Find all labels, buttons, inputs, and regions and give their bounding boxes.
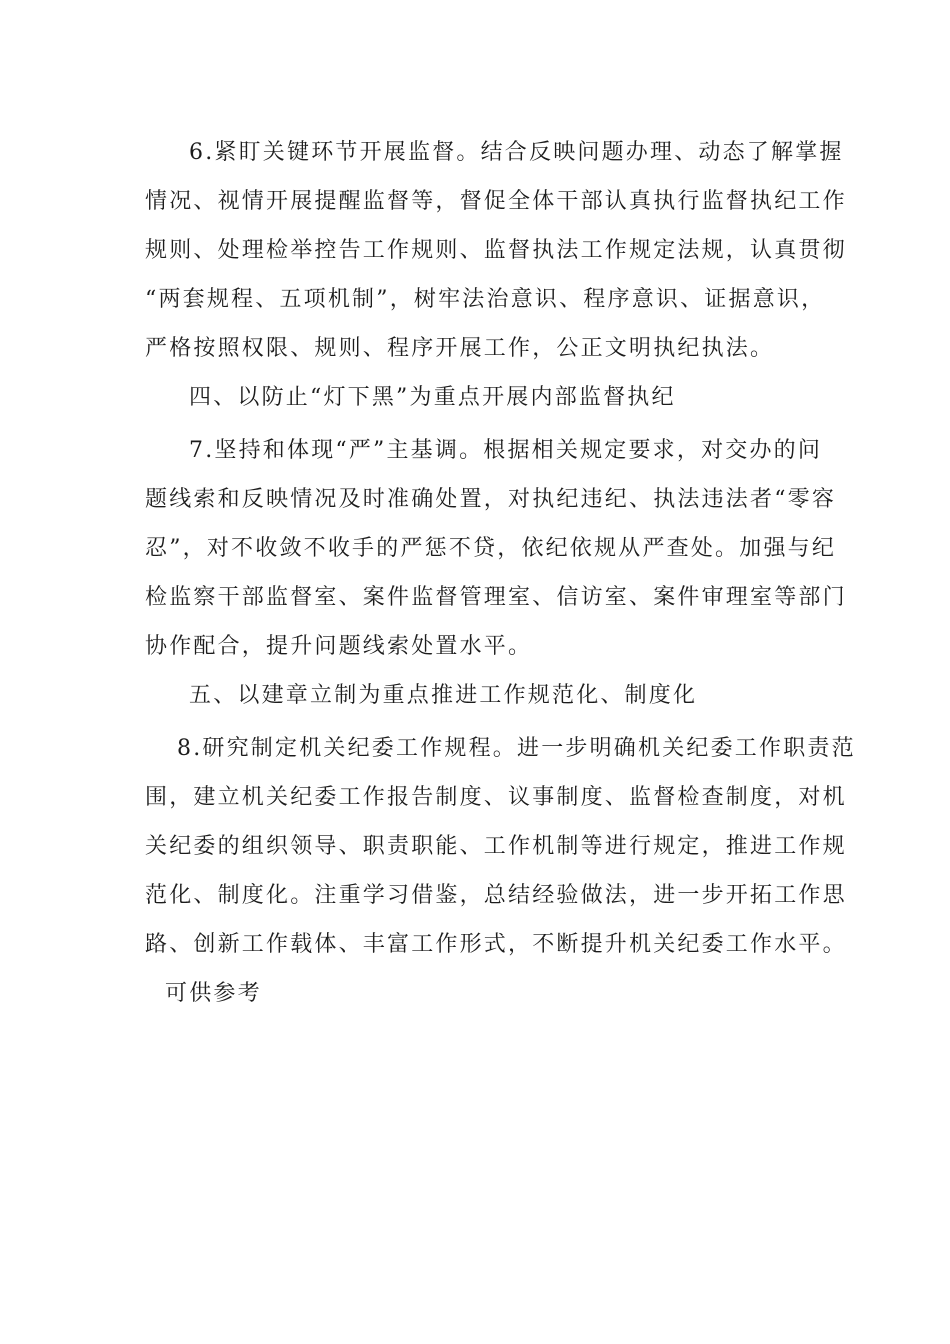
paragraph-line: 题线索和反映情况及时准确处置，对执纪违纪、执法违法者“零容: [145, 487, 837, 512]
paragraph-line: 严格按照权限、规则、程序开展工作，公正文明执纪执法。: [145, 336, 775, 361]
heading-text: 四、以防止“灯下黑”为重点开展内部监督执纪: [189, 385, 676, 410]
paragraph-line: 7.坚持和体现“严”主基调。根据相关规定要求，对交办的问: [189, 438, 823, 463]
section-heading-5: [145, 671, 807, 720]
paragraph-line: 6.紧盯关键环节开展监督。结合反映问题办理、动态了解掌握: [189, 140, 844, 165]
heading-text: 五、以建章立制为重点推进工作规范化、制度化: [189, 683, 698, 708]
paragraph-line: 关纪委的组织领导、职责职能、工作机制等进行规定，推进工作规: [145, 834, 847, 859]
section-heading-4: [145, 373, 807, 422]
paragraph-line: 范化、制度化。注重学习借鉴，总结经验做法，进一步开拓工作思: [145, 883, 847, 908]
paragraph-line: 忍”，对不收敛不收手的严惩不贷，依纪依规从严查处。加强与纪: [145, 536, 837, 561]
paragraph-line: 8.研究制定机关纪委工作规程。进一步明确机关纪委工作职责范: [177, 736, 856, 761]
paragraph-line: 情况、视情开展提醒监督等，督促全体干部认真执行监督执纪工作: [145, 189, 847, 214]
paragraph-line: 规则、处理检举控告工作规则、监督执法工作规定法规，认真贯彻: [145, 238, 847, 263]
paragraph-6: [145, 128, 847, 373]
paragraph-7: [145, 426, 847, 671]
paragraph-8: [145, 724, 856, 969]
paragraph-line: 围，建立机关纪委工作报告制度、议事制度、监督检查制度，对机: [145, 785, 847, 810]
paragraph-line: 路、创新工作载体、丰富工作形式，不断提升机关纪委工作水平。: [145, 932, 847, 957]
paragraph-line: 检监察干部监督室、案件监督管理室、信访室、案件审理室等部门: [145, 585, 847, 610]
paragraph-line: “两套规程、五项机制”，树牢法治意识、程序意识、证据意识，: [145, 287, 826, 312]
paragraph-line: 协作配合，提升问题线索处置水平。: [145, 634, 533, 659]
closing-note: [145, 969, 807, 1018]
closing-text: 可供参考: [165, 981, 262, 1006]
